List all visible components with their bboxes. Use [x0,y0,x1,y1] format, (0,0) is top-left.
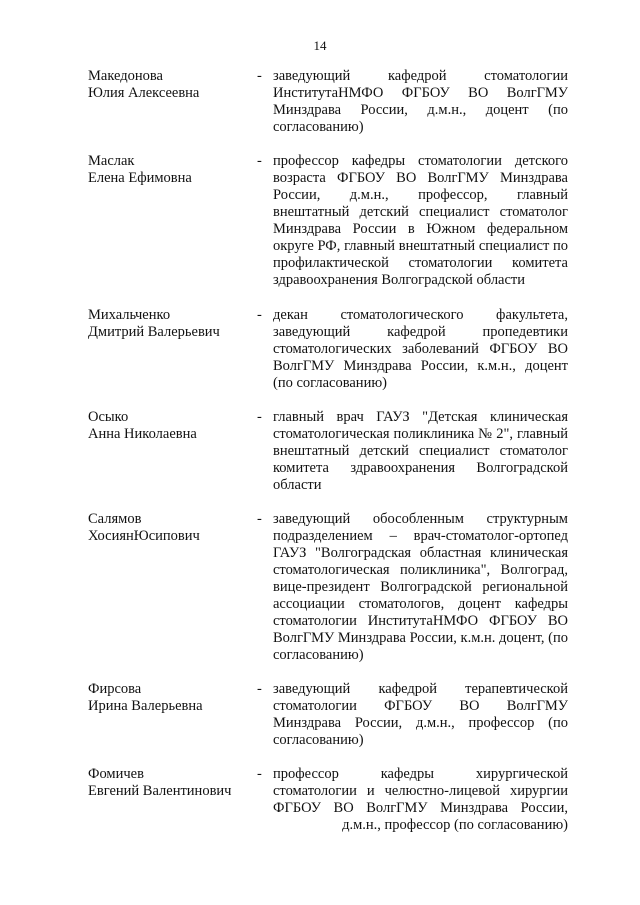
separator-dash: - [257,307,262,323]
page-number: 14 [313,38,327,53]
person-name [88,511,253,545]
person-given-name: Юлия Алексеевна [88,85,200,101]
list-item [0,681,640,749]
person-position: заведующий обособленным структурным подразделением – врач-стоматолог-ортопед ГАУЗ "Волгоградская областная клиническая стоматологическая поликлиника", Волгоград, вице-президент Волгоградской региональной ассоциации стоматологов, доцент кафедры стоматологии ИнститутаНМФО ФГБОУ ВО ВолгГМУ Минздрава России, к.м.н. доцент, (по согласованию) [273,511,568,663]
person-position: главный врач ГАУЗ "Детская клиническая стоматологическая поликлиника № 2", главный внештатный детский специалист стоматолог комитета здравоохранения Волгоградской области [273,409,568,493]
person-surname: Фирсова [88,681,142,697]
separator-dash: - [257,153,262,169]
list-item [0,68,640,136]
person-given-name: Ирина Валерьевна [88,698,203,714]
person-surname: Македонова [88,68,163,84]
person-given-name: Евгений Валентинович [88,783,232,799]
person-position: заведующий кафедрой стоматологии ИнститутаНМФО ФГБОУ ВО ВолгГМУ Минздрава России, д.м.н., доцент (по согласованию) [273,68,568,135]
list-item [0,511,640,664]
separator-dash: - [257,68,262,84]
person-name [88,68,253,102]
separator-dash: - [257,409,262,425]
person-surname: Осыко [88,409,129,425]
list-item [0,409,640,494]
person-surname: Салямов [88,511,142,527]
person-given-name: Елена Ефимовна [88,170,192,186]
member-list [0,68,640,834]
person-surname: Фомичев [88,766,144,782]
list-item [0,153,640,289]
person-given-name: Дмитрий Валерьевич [88,324,220,340]
person-position: профессор кафедры стоматологии детского возраста ФГБОУ ВО ВолгГМУ Минздрава России, д.м.н., профессор, главный внештатный детский специалист стоматолог Минздрава России в Южном федеральном округе РФ, главный внештатный специалист по профилактической стоматологии комитета здравоохранения Волгоградской области [273,153,568,288]
person-name [88,766,253,800]
separator-dash: - [257,681,262,697]
person-given-name: ХосиянЮсипович [88,528,200,544]
person-position: профессор кафедры хирургической стоматологии и челюстно-лицевой хирургии ФГБОУ ВО ВолгГМУ Минздрава России, д.м.н., профессор (по согласованию) [273,766,568,833]
person-position: декан стоматологического факультета, заведующий кафедрой пропедевтики стоматологических заболеваний ФГБОУ ВО ВолгГМУ Минздрава России, к.м.н., доцент (по согласованию) [273,307,568,391]
list-item [0,307,640,392]
separator-dash: - [257,766,262,782]
person-surname: Маслак [88,153,135,169]
person-name [88,153,253,187]
separator-dash: - [257,511,262,527]
person-surname: Михальченко [88,307,171,323]
person-given-name: Анна Николаевна [88,426,197,442]
person-position: заведующий кафедрой терапевтической стоматологии ФГБОУ ВО ВолгГМУ Минздрава России, д.м.н., профессор (по согласованию) [273,681,568,748]
list-item [0,766,640,834]
person-name [88,681,253,715]
person-name [88,409,253,443]
person-name [88,307,253,341]
